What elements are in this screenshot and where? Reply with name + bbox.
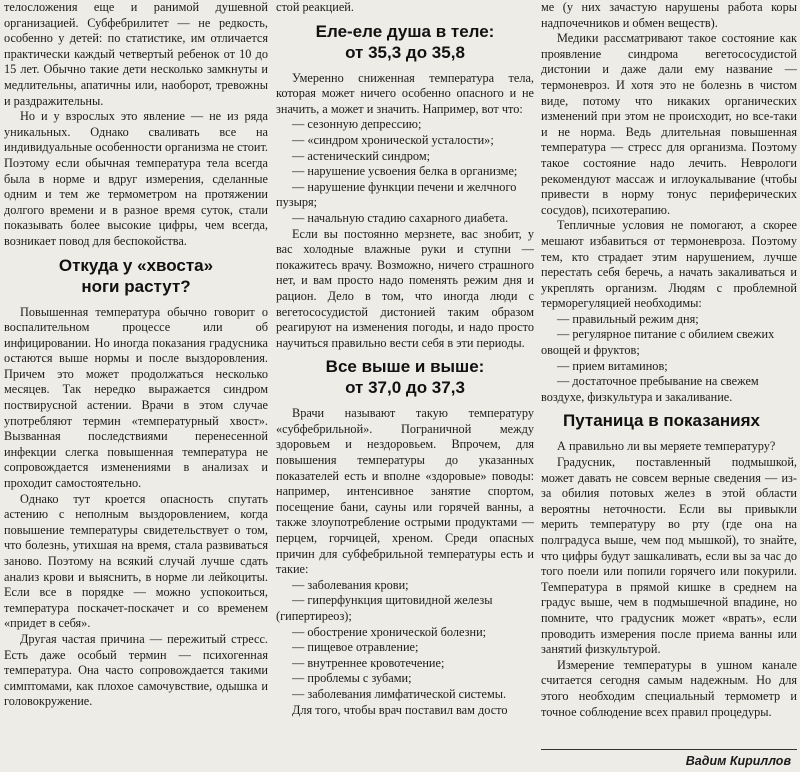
heading-line: Все выше и выше: xyxy=(325,357,485,377)
section-heading-tail xyxy=(4,255,268,297)
paragraph: телосложения еще и ранимой душевной организацией. Субфебрилитет — не редкость, особенно у детей: по статистике, им отличается практически каждый четвертый ребенок от 10 до 15 лет. Обычно такие дети несколько замкнуты и медлительны, апатичны или, наоборот, тревожны и раздражительны. xyxy=(4,0,268,108)
paragraph: Повышенная температура обычно говорит о воспалительном процессе или об инфицировании. Но иногда показания градусника остаются выше нормы и после выздоровления. Причем это может продолжаться несколько месяцев. Так нередко выражается синдром поствирусной астении. Врачи в этом случае употребляют термин «температурный хвост». Вызванная последствиями перенесенной инфекции слегка повышенная температура не сопровождается изменениями в анализах и проходит самостоятельно. xyxy=(4,304,268,491)
list-item: — астенический синдром; xyxy=(292,148,431,163)
list-item: — внутреннее кровотечение; xyxy=(292,655,445,670)
paragraph: стой реакцией. xyxy=(276,0,354,14)
heading-line: от 37,0 до 37,3 xyxy=(345,378,465,398)
list-item: — «синдром хронической усталости»; xyxy=(292,132,494,147)
list-item: — пищевое отравление; xyxy=(292,640,419,655)
heading-line: Еле-еле душа в теле: xyxy=(315,21,495,41)
list-item: — прием витаминов; xyxy=(557,358,668,373)
paragraph: Но и у взрослых это явление — не из ряда уникальных. Однако сваливать все на индивидуальные особенности организма не стоит. Поэтому если обычная температура тела всегда была в норме и вдруг измерения, сделанные одним и тем же термометром на протяжении долгого времени и в разное время суток, стали показывать более высокие цифры, чем всегда, возникает повод для беспокойства. xyxy=(4,109,268,248)
column-3 xyxy=(541,0,797,772)
list-item: — проблемы с зубами; xyxy=(292,671,412,686)
section-heading-low-temp xyxy=(276,21,534,63)
column-1 xyxy=(4,0,268,772)
list-item: — гиперфункция щитовидной железы (гипертиреоз); xyxy=(276,593,493,623)
paragraph: Другая частая причина — пережитый стресс. Есть даже особый термин — психогенная температура. Она часто сопровождается такими симптомами, как плохое самочувствие, одышка и головокружение. xyxy=(4,631,268,709)
heading-line: ноги растут? xyxy=(81,276,191,296)
paragraph: Умеренно сниженная температура тела, которая может ничего особенно опасного и не значить, а может и значить. Например, вот что: xyxy=(276,70,534,116)
paragraph: ме (у них зачастую нарушены работа коры надпочечников и обмен веществ). xyxy=(541,0,797,30)
section-heading-confusion xyxy=(541,410,797,431)
list-item: — сезонную депрессию; xyxy=(292,117,422,132)
list-item: — заболевания крови; xyxy=(292,577,409,592)
paragraph: Измерение температуры в ушном канале считается сегодня самым надежным. Но для этого необходим специальный термометр и точное соблюдение всех правил процедуры. xyxy=(541,657,797,719)
section-heading-high-temp xyxy=(276,356,534,398)
heading-line: Откуда у «хвоста» xyxy=(58,255,214,275)
heading-line: от 35,3 до 35,8 xyxy=(345,42,465,62)
paragraph: Медики рассматривают такое состояние как проявление синдрома вегетососудистой дистонии и даже дали ему название — термоневроз. И хотя это не болезнь в чистом виде, потому что никаких органических изменений при этом не происходит, но все-таки и не норма. Ведь длительная повышенная температура — стресс для организма. Поэтому такое состояние надо лечить. Неврологи рекомендуют массаж и иглоукалывание (чтобы привести в норму тонус периферических сосудов), психотерапию. xyxy=(541,31,797,217)
heading-line: Путаница в показаниях xyxy=(563,411,760,431)
paragraph: Если вы постоянно мерзнете, вас знобит, у вас холодные влажные руки и ступни — покажитесь врачу. Возможно, ничего страшного нет, и вам просто надо поменять режим дня и рацион. Дело в том, что иногда люди с вегетососудистой дистонией таким образом реагируют на изменения погоды, и надо просто научиться правильно вести себя в эти периоды. xyxy=(276,226,534,350)
paragraph: Градусник, поставленный подмышкой, может давать не совсем верные сведения — из-за обилия потовых желез в этой области вероятны неточности. Если вы привыкли мерить температуру во рту (где она на полградуса выше, чем под мышкой), то знайте, что цифры будут зашкаливать, если вы за час до того поели или попили горячего или покурили. Температура в прямой кишке в среднем на градус выше, чем в подмышечной впадине, но помните, что градусник может «врать», если проводить измерения после приема ванны или занятий физкультурой. xyxy=(541,455,797,657)
list-item: — нарушение функции печени и желчного пузыря; xyxy=(276,179,517,210)
list-item: — достаточное пребывание на свежем воздухе, физкультура и закаливание. xyxy=(541,374,759,404)
list-item: — начальную стадию сахарного диабета. xyxy=(292,210,509,225)
paragraph: Для того, чтобы врач поставил вам досто xyxy=(292,702,508,717)
column-2 xyxy=(276,0,534,772)
signature-divider xyxy=(541,749,797,750)
paragraph: Тепличные условия не помогают, а скорее мешают избавиться от термоневроза. Поэтому тем, кто страдает этим нарушением, лучше перестать себя беречь, а начать закаливаться и укреплять организм. Людям с проблемной терморегуляцией необходимы: xyxy=(541,218,797,311)
paragraph: Врачи называют такую температуру «субфебрильной». Пограничной между здоровьем и нездоровьем. Впрочем, для повышения температуры до указанных показателей есть и вполне «здоровые» поводы: например, интенсивное занятие спортом, посещение бани, сауны или горячей ванны, а также злоупотребление острыми продуктами — перцем, горчицей, хреном. Среди опасных причин для субфебрильной температуры есть и такие: xyxy=(276,406,534,577)
list-item: — регулярное питание с обилием свежих овощей и фруктов; xyxy=(541,327,775,358)
paragraph: Однако тут кроется опасность спутать астению с неполным выздоровлением, когда повышение температуры свидетельствует о том, что болезнь, утихшая на время, стала развиваться заново. Поэтому на всякий случай лучше сдать анализ крови и выяснить, в норме ли лейкоциты. Если все в порядке — можно успокоиться, температура поскачет-поскачет и со временем «придет в себя». xyxy=(4,491,268,631)
list-item: — заболевания лимфатической системы. xyxy=(292,686,507,701)
author-signature: Вадим Кириллов xyxy=(685,754,791,768)
list-item: — обострение хронической болезни; xyxy=(292,624,487,639)
list-item: — правильный режим дня; xyxy=(557,311,699,326)
paragraph: А правильно ли вы меряете температуру? xyxy=(557,439,776,454)
list-item: — нарушение усвоения белка в организме; xyxy=(292,164,518,179)
